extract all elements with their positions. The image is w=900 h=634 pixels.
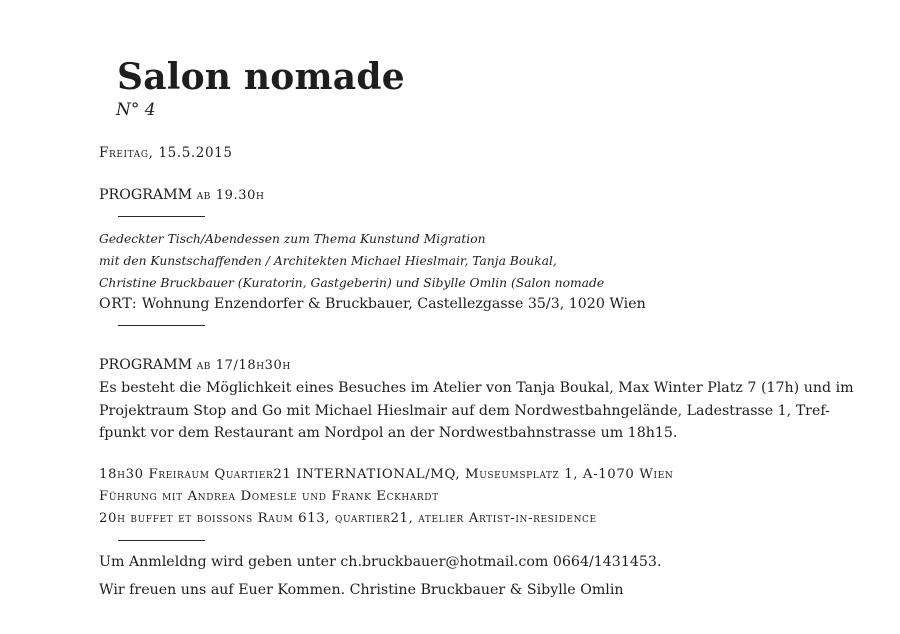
schedule-line: 20h buffet et boissons Raum 613, quartier21, atelier Artist-in-residence bbox=[99, 511, 597, 526]
program-1-desc-line: Gedeckter Tisch/Abendessen zum Thema Kunstund Migration bbox=[99, 232, 486, 246]
program-1-time: ab 19.30h bbox=[196, 188, 265, 203]
program-1-title: PROGRAMM bbox=[99, 187, 193, 203]
schedule-line: Führung mit Andrea Domesle und Frank Eckhardt bbox=[99, 489, 439, 504]
program-2-body-line: fpunkt vor dem Restaurant am Nordpol an der Nordwestbahnstrasse um 18h15. bbox=[99, 425, 678, 441]
program-1-heading bbox=[99, 187, 264, 203]
location-label: ORT: bbox=[99, 296, 138, 312]
divider bbox=[118, 216, 205, 217]
issue-number: N° 4 bbox=[116, 100, 156, 120]
event-date: Freitag, 15.5.2015 bbox=[99, 145, 233, 161]
page-title: Salon nomade bbox=[117, 56, 405, 98]
program-2-heading bbox=[99, 357, 291, 373]
program-2-time: ab 17/18h30h bbox=[196, 358, 291, 373]
program-2-body-line: Es besteht die Möglichkeit eines Besuches im Atelier von Tanja Boukal, Max Winter Platz 7 (17h) und im bbox=[99, 380, 854, 396]
location-address: Wohnung Enzendorfer & Bruckbauer, Castellezgasse 35/3, 1020 Wien bbox=[141, 296, 646, 312]
schedule-line: 18h30 Freiraum Quartier21 INTERNATIONAL/MQ, Museumsplatz 1, A-1070 Wien bbox=[99, 467, 674, 482]
divider bbox=[118, 540, 205, 541]
divider bbox=[118, 325, 205, 326]
program-1-desc-line: mit den Kunstschaffenden / Architekten Michael Hieslmair, Tanja Boukal, bbox=[99, 254, 557, 268]
program-1-desc-line: Christine Bruckbauer (Kuratorin, Gastgeberin) und Sibylle Omlin (Salon nomade bbox=[99, 276, 605, 290]
program-2-title: PROGRAMM bbox=[99, 357, 193, 373]
rsvp-text: Um Anmleldng wird geben unter ch.bruckbauer@hotmail.com 0664/1431453. bbox=[99, 554, 662, 570]
closing-text: Wir freuen uns auf Euer Kommen. Christine Bruckbauer & Sibylle Omlin bbox=[99, 582, 624, 598]
program-2-body-line: Projektraum Stop and Go mit Michael Hieslmair auf dem Nordwestbahngelände, Ladestrasse 1, Tref- bbox=[99, 403, 830, 419]
program-1-location bbox=[99, 296, 646, 312]
